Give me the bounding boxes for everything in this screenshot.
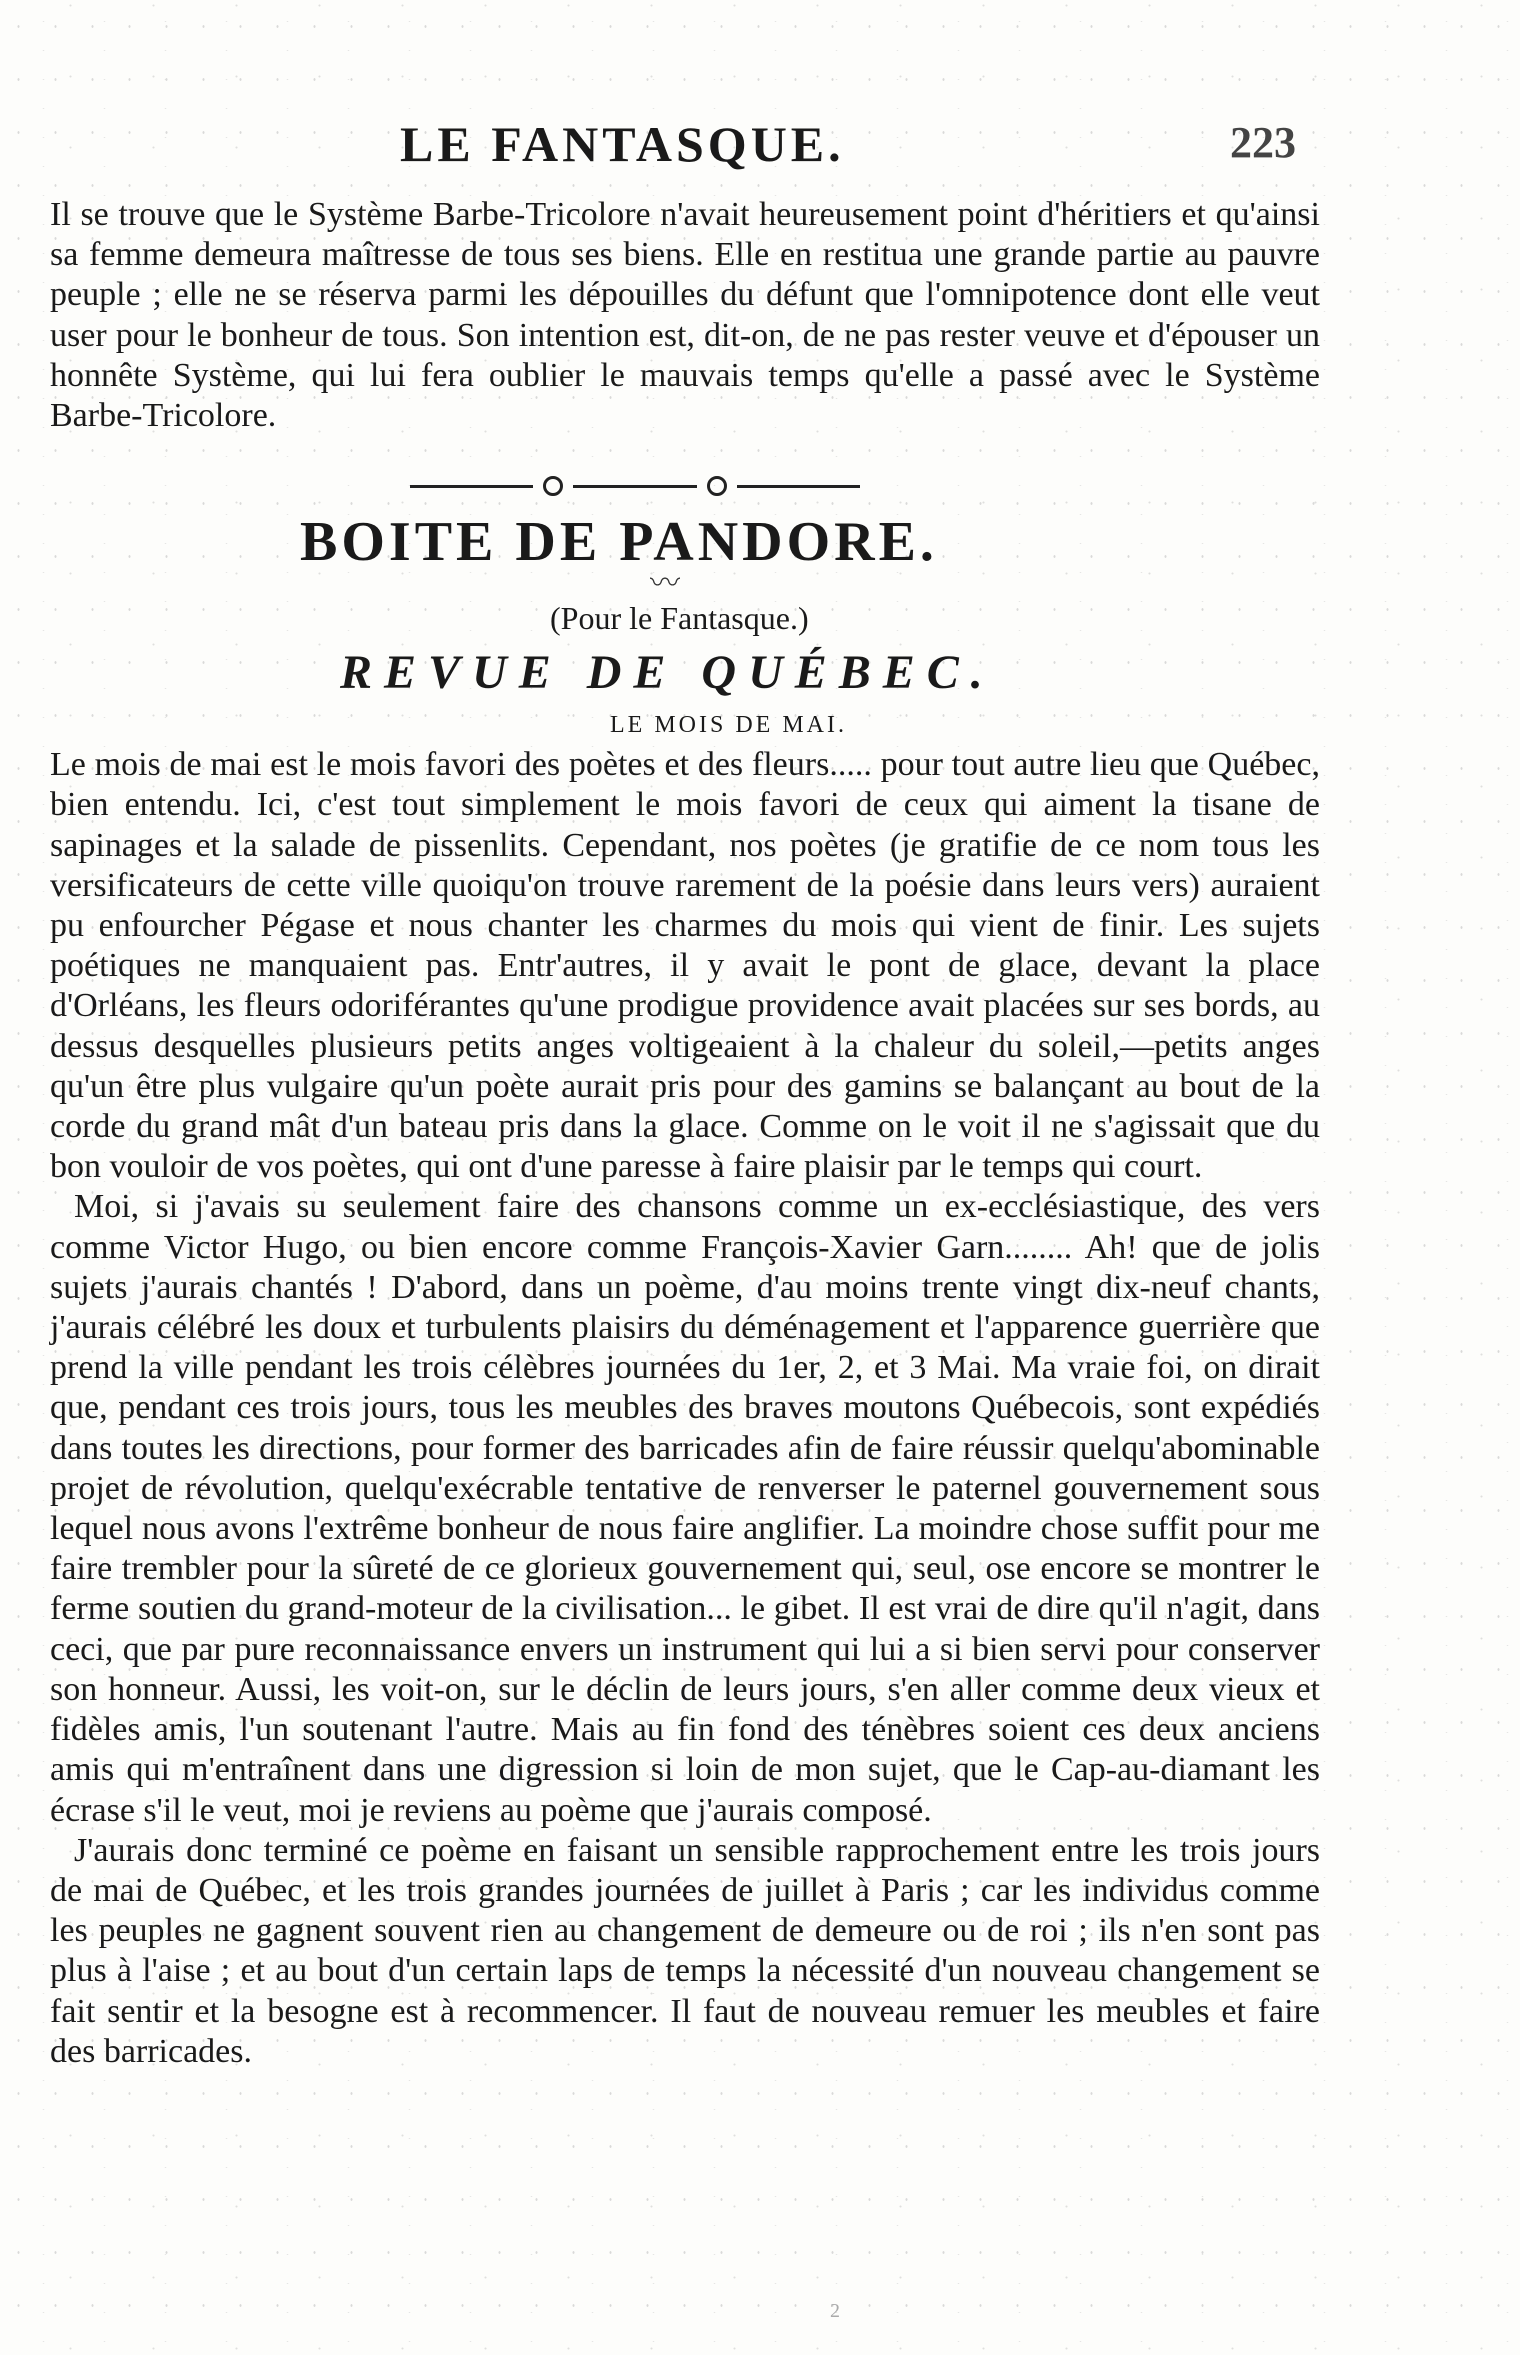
byline: (Pour le Fantasque.) — [550, 600, 809, 637]
ornament-circle — [707, 476, 727, 496]
section-ornament — [410, 476, 860, 496]
page-header — [50, 115, 1320, 185]
article-body — [50, 745, 1320, 2072]
body-paragraph: Moi, si j'avais su seulement faire des chansons comme un ex-ecclésiastique, des vers comme Victor Hugo, ou bien encore comme François-Xavier Garn........ Ah! que de jolis sujets j'aurais chantés ! D'abord, dans un poème, d'au moins trente vingt dix-neuf chants, j'aurais célébré les doux et turbulents plaisirs du déménagement et l'apparence guerrière que prend la ville pendant les trois célèbres journées du 1er, 2, et 3 Mai. Ma vraie foi, on dirait que, pendant ces trois jours, tous les meubles des braves moutons Québecois, sont expédiés dans toutes les directions, pour former des barricades afin de faire réussir quelqu'abominable projet de révolution, quelqu'exécrable tentative de renverser le paternel gouvernement sous lequel nous avons l'extrême bonheur de nous faire anglifier. La moindre chose suffit pour me faire trembler pour la sûreté de ce glorieux gouvernement qui, seul, ose encore se montrer le ferme soutien du grand-moteur de la civilisation... le gibet. Il est vrai de dire qu'il n'agit, dans ceci, que par pure reconnaissance envers un instrument qui lui a si bien servi pour conserver son honneur. Aussi, les voit-on, sur le déclin de leurs jours, s'en aller comme deux vieux et fidèles amis, l'un soutenant l'autre. Mais au fin fond des ténèbres soient ces deux anciens amis qui m'entraînent dans une digression si loin de mon sujet, que le Cap-au-diamant les écrase s'il le veut, moi je reviens au poème que j'aurais composé. — [50, 1188, 1320, 1829]
ornament-rule — [573, 485, 696, 488]
section-title: BOITE DE PANDORE. — [300, 511, 938, 574]
running-title: LE FANTASQUE. — [400, 116, 845, 172]
page-tail-mark: 2 — [830, 2300, 843, 2322]
ornament-rule — [737, 485, 860, 488]
body-paragraph: J'aurais donc terminé ce poème en faisant un sensible rapprochement entre les trois jours de mai de Québec, et les trois grandes journées de juillet à Paris ; car les individus comme les peuples ne gagnent souvent rien au changement de demeure ou de roi ; ils n'en sont pas plus à l'aise ; et au bout d'un certain laps de temps la nécessité d'un nouveau changement se fait sentir et la besogne est à recommencer. Il faut de nouveau remuer les meubles et faire des barricades. — [50, 1831, 1320, 2070]
body-paragraph: Le mois de mai est le mois favori des poètes et des fleurs..... pour tout autre lieu que Québec, bien entendu. Ici, c'est tout simplement le mois favori de ceux qui aiment la tisane de sapinages et la salade de pissenlits. Cependant, nos poètes (je gratifie de ce nom tous les versificateurs de cette ville quoiqu'on trouve rarement de la poésie dans leurs vers) auraient pu enfourcher Pégase et nous chanter les charmes du mois qui vient de finir. Les sujets poétiques ne manquaient pas. Entr'autres, il y avait le pont de glace, devant la place d'Orléans, les fleurs odoriférantes qu'une prodigue providence avait placées sur ses bords, au dessus desquelles plusieurs petits anges voltigeaient à la chaleur du soleil,—petits anges qu'un être plus vulgaire qu'un poète aurait pris pour des gamins se balançant au bout de la corde du grand mât d'un bateau pris dans la glace. Comme on le voit il ne s'agissait que du bon vouloir de vos poètes, qui ont d'une paresse à faire plaisir par le temps qui court. — [50, 746, 1320, 1186]
ornament-circle — [543, 476, 563, 496]
newspaper-page — [50, 115, 1320, 2072]
intro-paragraph: Il se trouve que le Système Barbe-Tricolore n'avait heureusement point d'héritiers et qu'ainsi sa femme demeura maîtresse de tous ses biens. Elle en restitua une grande partie au pauvre peuple ; elle ne se réserva parmi les dépouilles du défunt que l'omnipotence dont elle veut user pour le bonheur de tous. Son intention est, dit-on, de ne pas rester veuve et d'épouser un honnête Système, qui lui fera oublier le mauvais temps qu'elle a passé avec le Système Barbe-Tricolore. — [50, 196, 1320, 435]
month-heading: LE MOIS DE MAI. — [610, 712, 847, 739]
ornament-rule — [410, 485, 533, 488]
page-number: 223 — [1230, 118, 1296, 167]
tilde-flourish: 〰 — [650, 566, 680, 602]
section-subtitle: REVUE DE QUÉBEC. — [340, 646, 995, 700]
